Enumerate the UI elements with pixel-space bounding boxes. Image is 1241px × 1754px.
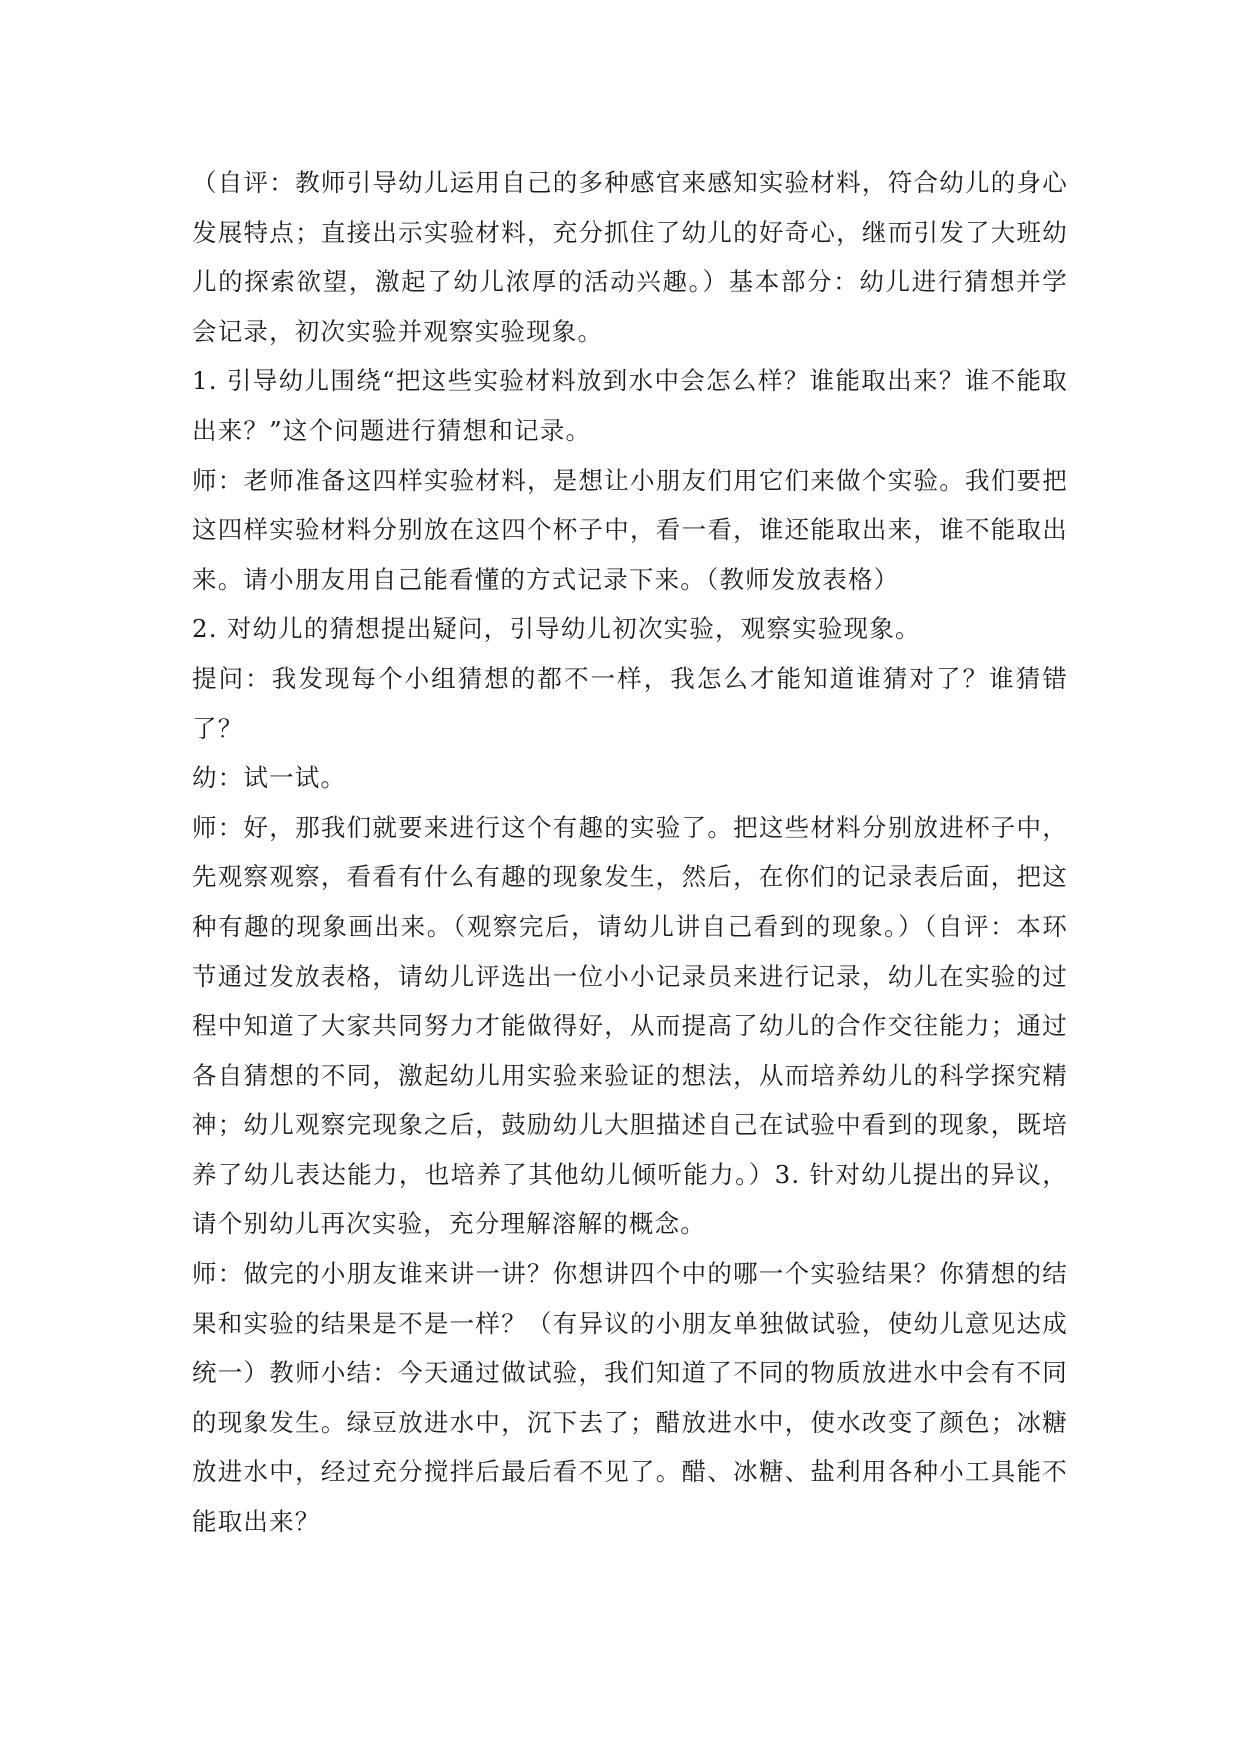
document-body — [192, 158, 1068, 1547]
paragraph-step-1: 1. 引导幼儿围绕“把这些实验材料放到水中会怎么样？谁能取出来？谁不能取出来？”这个问题进行猜想和记录。 — [192, 366, 1068, 445]
paragraph-step-2: 2. 对幼儿的猜想提出疑问，引导幼儿初次实验，观察实验现象。 — [192, 614, 921, 644]
paragraph-teacher-instruction: 师：老师准备这四样实验材料，是想让小朋友们用它们来做个实验。我们要把这四样实验材料分别放在这四个杯子中，看一看，谁还能取出来，谁不能取出来。请小朋友用自己能看懂的方式记录下来。（教师发放表格） — [192, 465, 1068, 594]
paragraph-teacher-summary: 师：做完的小朋友谁来讲一讲？你想讲四个中的哪一个实验结果？你猜想的结果和实验的结果是不是一样？（有异议的小朋友单独做试验，使幼儿意见达成统一）教师小结：今天通过做试验，我们知道了不同的物质放进水中会有不同的现象发生。绿豆放进水中，沉下去了；醋放进水中，使水改变了颜色；冰糖放进水中，经过充分搅拌后最后看不见了。醋、冰糖、盐利用各种小工具能不能取出来？ — [192, 1259, 1068, 1537]
paragraph-question: 提问：我发现每个小组猜想的都不一样，我怎么才能知道谁猜对了？谁猜错了？ — [192, 663, 1068, 743]
paragraph-child-answer: 幼：试一试。 — [192, 763, 347, 793]
paragraph-experiment-and-evaluation: 师：好，那我们就要来进行这个有趣的实验了。把这些材料分别放进杯子中，先观察观察，看看有什么有趣的现象发生，然后，在你们的记录表后面，把这种有趣的现象画出来。（观察完后，请幼儿讲自己看到的现象。）（自评：本环节通过发放表格，请幼儿评选出一位小小记录员来进行记录，幼儿在实验的过程中知道了大家共同努力才能做得好，从而提高了幼儿的合作交往能力；通过各自猜想的不同，激起幼儿用实验来验证的想法，从而培养幼儿的科学探究精神；幼儿观察完现象之后，鼓励幼儿大胆描述自己在试验中看到的现象，既培养了幼儿表达能力，也培养了其他幼儿倾听能力。）3. 针对幼儿提出的异议，请个别幼儿再次实验，充分理解溶解的概念。 — [192, 812, 1068, 1239]
paragraph-self-evaluation-intro: （自评：教师引导幼儿运用自己的多种感官来感知实验材料，符合幼儿的身心发展特点；直接出示实验材料，充分抓住了幼儿的好奇心，继而引发了大班幼儿的探索欲望，激起了幼儿浓厚的活动兴趣。）基本部分：幼儿进行猜想并学会记录，初次实验并观察实验现象。 — [192, 168, 1068, 346]
